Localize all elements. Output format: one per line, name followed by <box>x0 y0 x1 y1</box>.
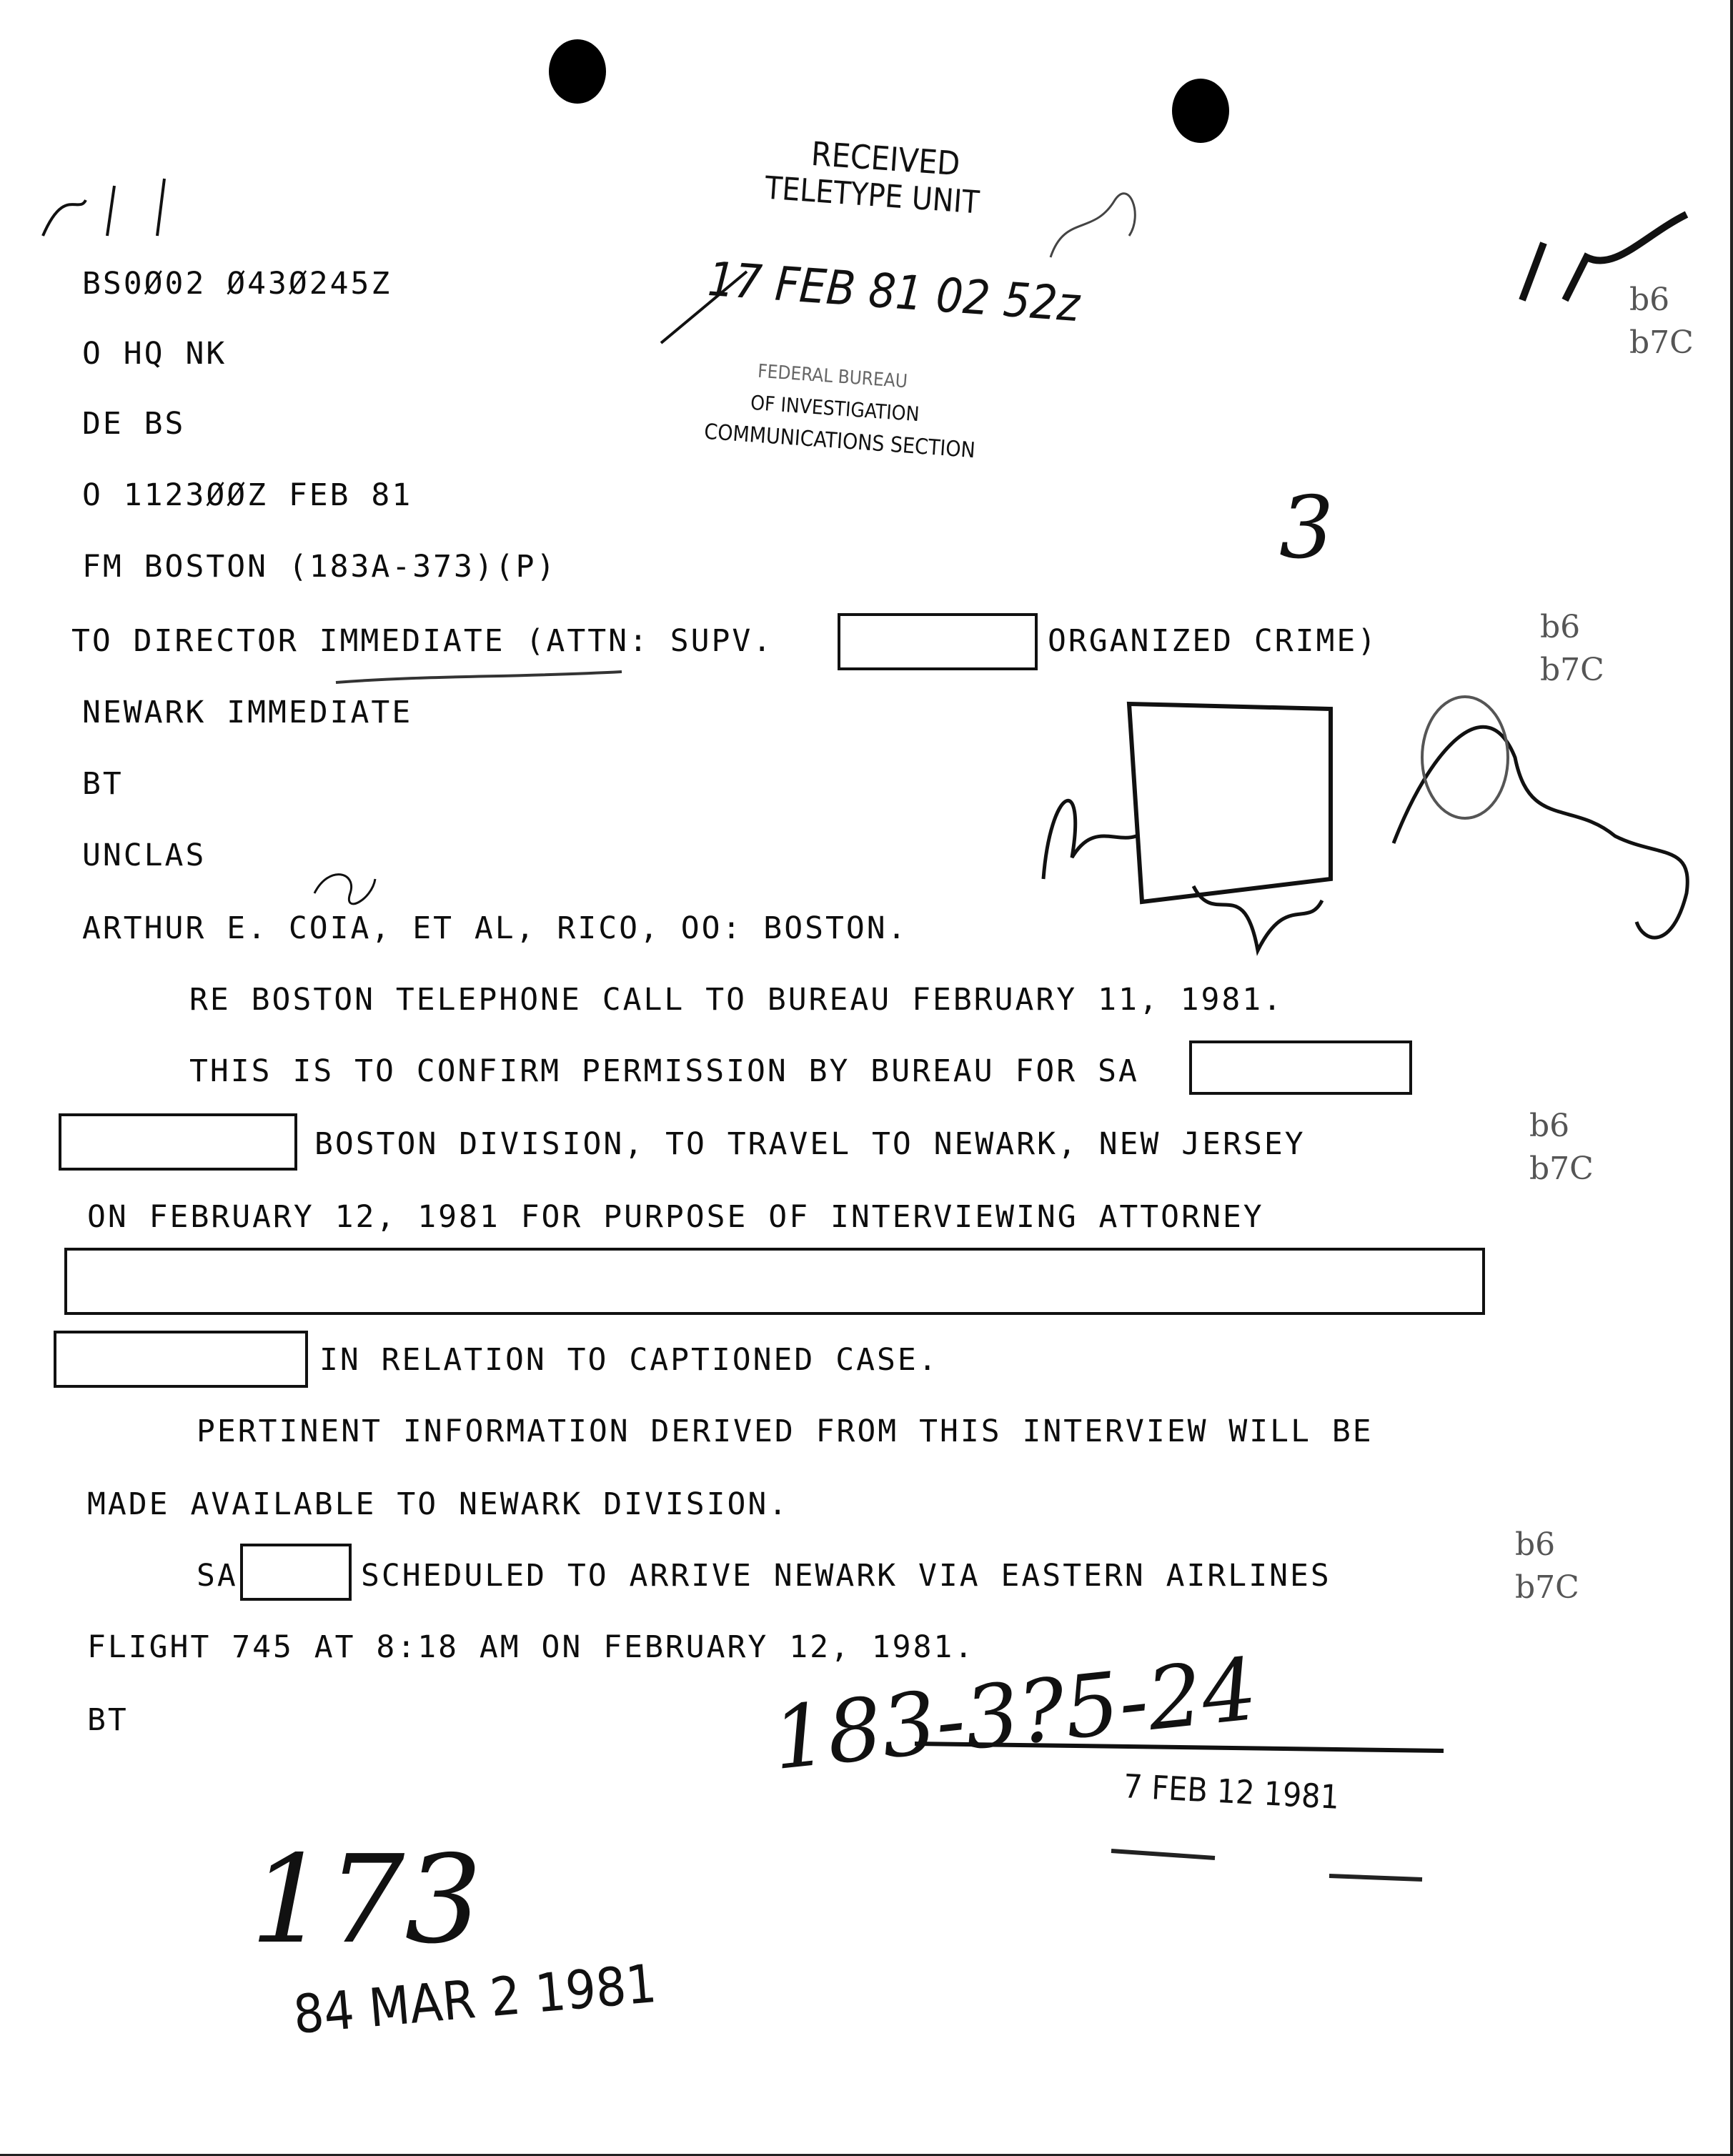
received-stamp-date: 17 FEB 81 02 52z <box>705 251 1082 333</box>
exemption-code: b7C <box>1629 324 1694 361</box>
exemption-code: b6 <box>1629 282 1670 318</box>
paragraph-1-line-1: THIS IS TO CONFIRM PERMISSION BY BUREAU FOR SA <box>189 1053 1139 1089</box>
signature-scribble-right <box>1394 727 1687 938</box>
stamp-scribble <box>1051 194 1135 257</box>
bureau-stamp-line-1: FEDERAL BUREAU <box>757 360 908 393</box>
exemption-code: b6 <box>1540 609 1581 645</box>
handwritten-bottom-mark: 173 <box>250 1829 482 1971</box>
paragraph-1-line-2: BOSTON DIVISION, TO TRAVEL TO NEWARK, NEW JERSEY <box>314 1126 1306 1162</box>
initials-scribble <box>43 179 164 236</box>
exemption-code: b7C <box>1529 1151 1594 1187</box>
exemption-code: b7C <box>1515 1569 1579 1606</box>
routing-line-3: DE BS <box>82 406 186 442</box>
handwritten-page-number: 3 <box>1279 479 1334 578</box>
re-line: RE BOSTON TELEPHONE CALL TO BUREAU FEBRUARY 11, 1981. <box>189 982 1284 1018</box>
bureau-stamp-line-3: COMMUNICATIONS SECTION <box>703 419 976 464</box>
classification: UNCLAS <box>82 838 207 873</box>
paragraph-2-line-2: MADE AVAILABLE TO NEWARK DIVISION. <box>87 1486 790 1522</box>
exemption-code: b7C <box>1540 652 1604 688</box>
to-line-prefix: TO DIRECTOR IMMEDIATE (ATTN: SUPV. <box>71 623 774 659</box>
signature-loop <box>1422 697 1508 818</box>
received-stamp-line-1: RECEIVED <box>810 134 962 184</box>
bt-open: BT <box>82 766 124 802</box>
paragraph-2-line-1: PERTINENT INFORMATION DERIVED FROM THIS INTERVIEW WILL BE <box>197 1414 1374 1449</box>
cc-line: NEWARK IMMEDIATE <box>82 695 413 730</box>
paragraph-1-line-3: ON FEBRUARY 12, 1981 FOR PURPOSE OF INTERVIEWING ATTORNEY <box>87 1199 1264 1235</box>
exemption-code: b6 <box>1529 1108 1570 1144</box>
received-stamp-line-2: TELETYPE UNIT <box>763 169 980 222</box>
bureau-stamp-line-2: OF INVESTIGATION <box>750 390 920 427</box>
filed-date-stamp: 7 FEB 12 1981 <box>1122 1767 1341 1817</box>
paragraph-1-line-5: IN RELATION TO CAPTIONED CASE. <box>319 1342 939 1378</box>
routing-line-1: BS0Ø02 Ø43Ø245Z <box>82 266 392 302</box>
paragraph-3-sa-label: SA <box>197 1558 238 1594</box>
exemption-code: b6 <box>1515 1526 1556 1563</box>
file-number-underline <box>915 1744 1444 1751</box>
from-line: FM BOSTON (183A-373)(P) <box>82 549 557 585</box>
routing-line-4: O 1123ØØZ FEB 81 <box>82 477 413 513</box>
to-line-suffix: ORGANIZED CRIME) <box>1048 623 1379 659</box>
stamp-diagonal <box>661 272 747 343</box>
handwritten-file-number: 183-3?5-24 <box>768 1639 1262 1790</box>
paragraph-3-line-1: SCHEDULED TO ARRIVE NEWARK VIA EASTERN AIRLINES <box>361 1558 1331 1594</box>
bt-close: BT <box>87 1702 129 1738</box>
redaction-box-signature <box>1129 704 1331 902</box>
underline-scribble <box>336 672 622 682</box>
bottom-date-stamp: 84 MAR 2 1981 <box>291 1952 659 2047</box>
paragraph-3-line-2: FLIGHT 745 AT 8:18 AM ON FEBRUARY 12, 1981. <box>87 1629 975 1665</box>
caption-line: ARTHUR E. COIA, ET AL, RICO, OO: BOSTON. <box>82 910 908 946</box>
signature-scribble-left <box>1043 800 1136 879</box>
top-right-scribble <box>1522 214 1687 300</box>
dash-mark-1 <box>1111 1851 1215 1858</box>
dash-mark-2 <box>1329 1876 1422 1879</box>
routing-line-2: O HQ NK <box>82 336 227 372</box>
cursive-mark-coia <box>314 875 375 904</box>
signature-scribble-middle <box>1193 886 1322 950</box>
